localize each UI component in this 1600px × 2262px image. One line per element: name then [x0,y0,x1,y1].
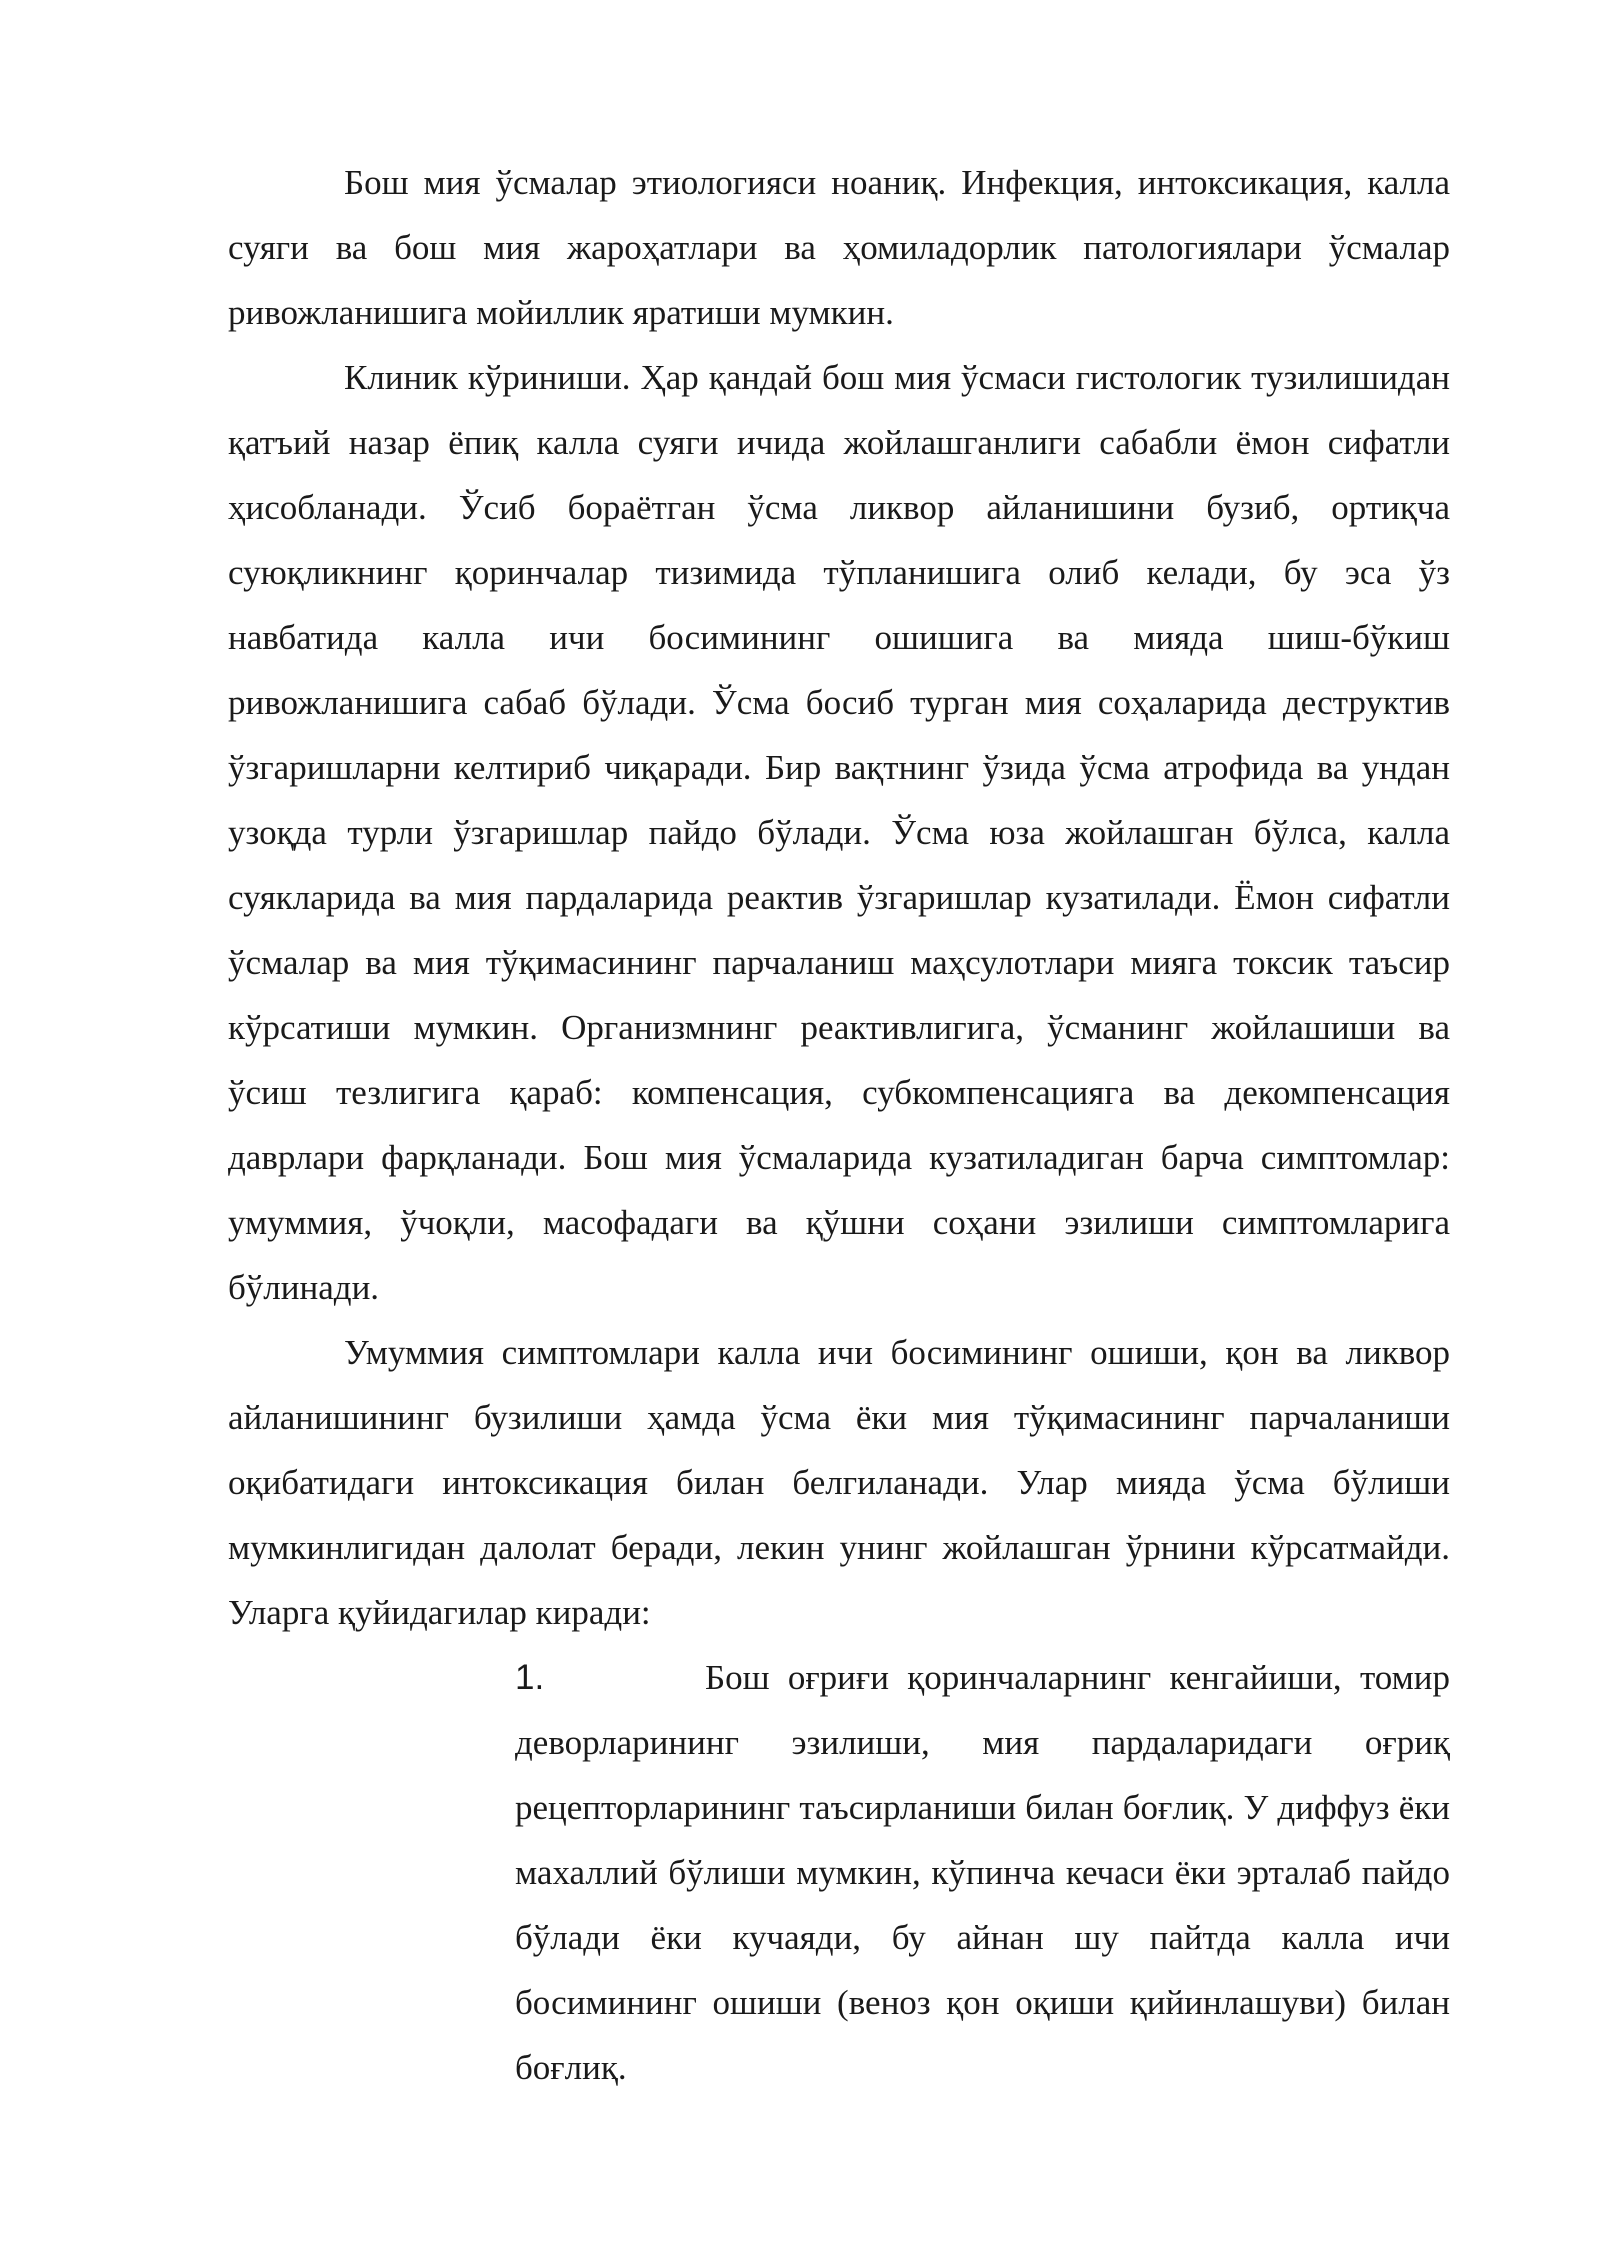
list-item-number: 1. [515,1658,545,1697]
paragraph-general-symptoms: Умуммия симптомлари калла ичи босимининг ошиши, қон ва ликвор айланишининг бузилиши ҳамда ўсма ёки мия тўқимасининг парчаланиши оқибатидаги интоксикация билан белгиланади. Улар мияда ўсма бўлиши мумкинлигидан далолат беради, лекин унинг жойлашган ўрнини кўрсатмайди. Уларга қуйидагилар киради: [228,1333,1450,1632]
paragraph-clinical-picture: Клиник кўриниши. Ҳар қандай бош мия ўсмаси гистологик тузилишидан қатъий назар ёпиқ калла суяги ичида жойлашганлиги сабабли ёмон сифатли ҳисобланади. Ўсиб бораётган ўсма ликвор айланишини бузиб, ортиқча суюқликнинг қоринчалар тизимида тўпланишига олиб келади, бу эса ўз навбатида калла ичи босимининг ошишига ва мияда шиш-бўкиш ривожланишига сабаб бўлади. Ўсма босиб турган мия соҳаларида деструктив ўзгаришларни келтириб чиқаради. Бир вақтнинг ўзида ўсма атрофида ва ундан узоқда турли ўзгаришлар пайдо бўлади. Ўсма юза жойлашган бўлса, калла суякларида ва мия пардаларида реактив ўзгаришлар кузатилади. Ёмон сифатли ўсмалар ва мия тўқимасининг парчаланиш маҳсулотлари мияга токсик таъсир кўрсатиши мумкин. Организмнинг реактивлигига, ўсманинг жойлашиши ва ўсиш тезлигига қараб: компенсация, субкомпенсацияга ва декомпенсация даврлари фарқланади. Бош мия ўсмаларида кузатиладиган барча симптомлар: умуммия, ўчоқли, масофадаги ва қўшни соҳани эзилиши симптомларига бўлинади. [228,358,1450,1307]
paragraph-etiology: Бош мия ўсмалар этиологияси ноаниқ. Инфекция, интоксикация, калла суяги ва бош мия жароҳатлари ва ҳомиладорлик патологиялари ўсмалар ривожланишига мойиллик яратиши мумкин. [228,163,1450,332]
list-item [515,1645,1450,2100]
list-item-text: Бош оғриғи қоринчаларнинг кенгайиши, томир деворларининг эзилиши, мия пардаларидаги оғриқ рецепторларининг таъсирланиши билан боғлиқ. У диффуз ёки махаллий бўлиши мумкин, кўпинча кечаси ёки эрталаб пайдо бўлади ёки кучаяди, бу айнан шу пайтда калла ичи босимининг ошиши (веноз қон оқиши қийинлашуви) билан боғлиқ. [515,1658,1450,2087]
document-body [228,150,1450,2100]
